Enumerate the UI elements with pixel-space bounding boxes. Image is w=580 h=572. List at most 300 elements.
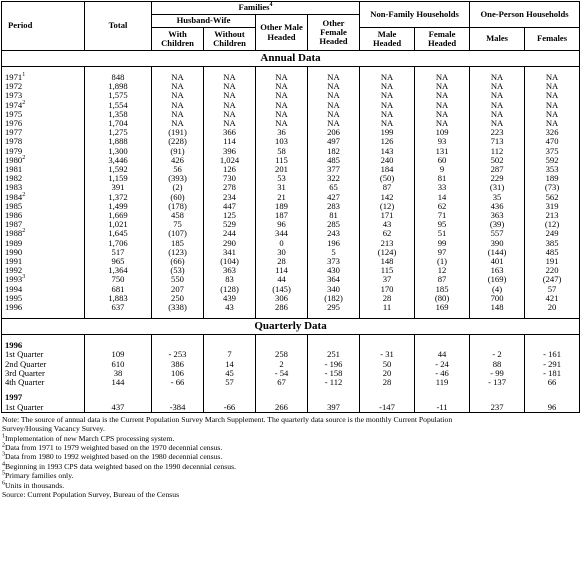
value-cell: 199 — [360, 128, 415, 137]
value-cell: 131 — [415, 147, 470, 156]
value-cell: 1,888 — [85, 137, 152, 146]
col-nf-male: Male Headed — [360, 28, 415, 51]
value-cell: 229 — [470, 174, 525, 183]
value-cell: - 24 — [415, 360, 470, 369]
value-cell: 397 — [308, 403, 360, 413]
value-cell: 33 — [415, 183, 470, 192]
period-label: 1988 — [5, 228, 23, 239]
value-cell: NA — [204, 119, 256, 128]
value-cell: 340 — [308, 285, 360, 294]
value-cell: NA — [256, 110, 308, 119]
value-cell: - 137 — [470, 378, 525, 387]
footnote-text: Data from 1980 to 1992 weighted based on the 1980 decennial census. — [5, 452, 223, 462]
value-cell: 1,669 — [85, 211, 152, 220]
col-group-husband-wife: Husband-Wife — [152, 15, 256, 28]
col-with-children: With Children — [152, 28, 204, 51]
annual-data-body — [2, 51, 580, 319]
value-cell: -384 — [152, 403, 204, 413]
value-cell: 326 — [525, 128, 580, 137]
value-cell: (12) — [525, 220, 580, 229]
value-cell: - 253 — [152, 350, 204, 359]
value-cell: NA — [525, 101, 580, 110]
value-cell: 103 — [256, 137, 308, 146]
value-cell: 189 — [256, 202, 308, 211]
period-cell: 2nd Quarter — [2, 360, 85, 369]
value-cell: 93 — [415, 137, 470, 146]
value-cell: 56 — [152, 165, 204, 174]
value-cell: 592 — [525, 156, 580, 165]
value-cell: (53) — [152, 266, 204, 275]
footnote-text: Source: Current Population Survey, Bureau of the Census — [2, 489, 180, 499]
value-cell: 35 — [470, 193, 525, 202]
value-cell: 286 — [256, 303, 308, 312]
value-cell: NA — [415, 82, 470, 91]
value-cell: (228) — [152, 137, 204, 146]
period-label: 1976 — [5, 118, 23, 129]
value-cell: - 99 — [470, 369, 525, 378]
value-cell: 485 — [308, 156, 360, 165]
period-label: 1996 — [5, 302, 23, 313]
value-cell: NA — [308, 110, 360, 119]
value-cell: (338) — [152, 303, 204, 312]
period-label: 1979 — [5, 145, 23, 156]
household-change-table-page — [1, 1, 579, 499]
value-cell: 1,300 — [85, 147, 152, 156]
value-cell: 266 — [256, 403, 308, 413]
value-cell: 7 — [204, 350, 256, 359]
value-cell: 344 — [256, 229, 308, 238]
footnote-marker: 6 — [2, 479, 5, 486]
value-cell: 848 — [85, 73, 152, 82]
period-label: 1992 — [5, 265, 23, 276]
value-cell: (60) — [152, 193, 204, 202]
value-cell: 366 — [204, 128, 256, 137]
value-cell: 83 — [204, 275, 256, 284]
value-cell: 182 — [308, 147, 360, 156]
value-cell: 44 — [256, 275, 308, 284]
value-cell: - 291 — [525, 360, 580, 369]
value-cell: 278 — [204, 183, 256, 192]
value-cell: 439 — [204, 294, 256, 303]
value-cell: NA — [470, 73, 525, 82]
period-label: 1994 — [5, 283, 23, 294]
value-cell: 485 — [525, 248, 580, 257]
quarter-year-label: 1997 — [2, 393, 85, 402]
value-cell: 95 — [415, 220, 470, 229]
value-cell: 470 — [525, 137, 580, 146]
value-cell: 62 — [360, 229, 415, 238]
value-cell: 126 — [360, 137, 415, 146]
value-cell: 28 — [360, 378, 415, 387]
value-cell: 14 — [415, 193, 470, 202]
value-cell: 185 — [152, 239, 204, 248]
value-cell: 14 — [204, 360, 256, 369]
value-cell: NA — [308, 91, 360, 100]
value-cell: 1,645 — [85, 229, 152, 238]
value-cell: 234 — [204, 193, 256, 202]
period-label: 1981 — [5, 164, 23, 175]
value-cell: 65 — [308, 183, 360, 192]
value-cell: 60 — [415, 156, 470, 165]
value-cell: 730 — [204, 174, 256, 183]
footnote-text: Data from 1971 to 1979 weighted based on the 1970 decennial census. — [5, 442, 223, 452]
value-cell: 213 — [525, 211, 580, 220]
value-cell: (104) — [204, 257, 256, 266]
value-cell: 562 — [525, 193, 580, 202]
value-cell: NA — [152, 119, 204, 128]
value-cell: NA — [525, 91, 580, 100]
value-cell: 189 — [525, 174, 580, 183]
col-other-female: Other Female Headed — [308, 15, 360, 51]
footnote-marker: 2 — [22, 99, 26, 106]
value-cell: 30 — [256, 248, 308, 257]
value-cell: 99 — [415, 239, 470, 248]
value-cell: 81 — [308, 211, 360, 220]
footnote-line — [2, 471, 579, 480]
footnote-line — [2, 443, 579, 452]
value-cell: 290 — [204, 239, 256, 248]
quarterly-section-header — [2, 319, 580, 335]
value-cell: 681 — [85, 285, 152, 294]
value-cell: 240 — [360, 156, 415, 165]
value-cell: 36 — [256, 128, 308, 137]
value-cell: (1) — [415, 257, 470, 266]
value-cell: 223 — [470, 128, 525, 137]
value-cell: 97 — [415, 248, 470, 257]
value-cell: 62 — [415, 202, 470, 211]
value-cell: NA — [360, 91, 415, 100]
footnote-marker: 2 — [22, 228, 26, 235]
value-cell: 126 — [204, 165, 256, 174]
value-cell: 610 — [85, 360, 152, 369]
value-cell: 0 — [256, 239, 308, 248]
period-cell: 1st Quarter — [2, 403, 85, 413]
value-cell: 319 — [525, 202, 580, 211]
table-row — [2, 303, 580, 312]
value-cell: 396 — [204, 147, 256, 156]
value-cell: 114 — [204, 137, 256, 146]
value-cell: 114 — [256, 266, 308, 275]
value-cell: 517 — [85, 248, 152, 257]
value-cell: (12) — [360, 202, 415, 211]
value-cell: 287 — [470, 165, 525, 174]
value-cell: 143 — [360, 147, 415, 156]
value-cell: 44 — [415, 350, 470, 359]
value-cell: NA — [308, 82, 360, 91]
value-cell: (73) — [525, 183, 580, 192]
col-group-oneperson: One-Person Households — [470, 2, 580, 28]
value-cell: NA — [256, 91, 308, 100]
value-cell: 965 — [85, 257, 152, 266]
value-cell: NA — [470, 110, 525, 119]
value-cell: 169 — [415, 303, 470, 312]
value-cell: 20 — [525, 303, 580, 312]
value-cell: 67 — [256, 378, 308, 387]
value-cell: 341 — [204, 248, 256, 257]
value-cell: NA — [360, 101, 415, 110]
value-cell: 88 — [470, 360, 525, 369]
value-cell: 21 — [256, 193, 308, 202]
value-cell: 87 — [415, 275, 470, 284]
value-cell: (145) — [256, 285, 308, 294]
value-cell: 430 — [308, 266, 360, 275]
value-cell: (169) — [470, 275, 525, 284]
value-cell: NA — [415, 73, 470, 82]
value-cell: NA — [152, 101, 204, 110]
value-cell: 243 — [308, 229, 360, 238]
value-cell: 28 — [256, 257, 308, 266]
families-label: Families — [238, 2, 270, 13]
value-cell: 1,372 — [85, 193, 152, 202]
value-cell: 220 — [525, 266, 580, 275]
col-nf-female: Female Headed — [415, 28, 470, 51]
value-cell: 713 — [470, 137, 525, 146]
value-cell: NA — [308, 119, 360, 128]
value-cell: 427 — [308, 193, 360, 202]
value-cell: 1,704 — [85, 119, 152, 128]
value-cell: 207 — [152, 285, 204, 294]
value-cell: 12 — [415, 266, 470, 275]
value-cell: 426 — [152, 156, 204, 165]
value-cell: NA — [308, 101, 360, 110]
value-cell: 38 — [85, 369, 152, 378]
value-cell: 1,021 — [85, 220, 152, 229]
footnote-line — [2, 481, 579, 490]
value-cell: (393) — [152, 174, 204, 183]
value-cell: 1,024 — [204, 156, 256, 165]
value-cell: -66 — [204, 403, 256, 413]
value-cell: 191 — [525, 257, 580, 266]
value-cell: 148 — [360, 257, 415, 266]
value-cell: NA — [415, 91, 470, 100]
value-cell: 45 — [204, 369, 256, 378]
value-cell: NA — [256, 119, 308, 128]
value-cell: (4) — [470, 285, 525, 294]
period-cell: 1st Quarter — [2, 350, 85, 359]
period-label: 1975 — [5, 108, 23, 119]
value-cell: 401 — [470, 257, 525, 266]
value-cell: NA — [204, 73, 256, 82]
value-cell: 1,575 — [85, 91, 152, 100]
footnote-marker: 1 — [22, 72, 26, 79]
value-cell: - 31 — [360, 350, 415, 359]
period-label: 1987 — [5, 219, 23, 230]
period-label: 1974 — [5, 99, 23, 110]
table-row — [2, 403, 580, 413]
value-cell: (80) — [415, 294, 470, 303]
value-cell: 353 — [525, 165, 580, 174]
value-cell: NA — [415, 101, 470, 110]
value-cell: (182) — [308, 294, 360, 303]
value-cell: 306 — [256, 294, 308, 303]
value-cell: NA — [415, 110, 470, 119]
value-cell: 497 — [308, 137, 360, 146]
value-cell: 1,275 — [85, 128, 152, 137]
value-cell: NA — [256, 101, 308, 110]
value-cell: (50) — [360, 174, 415, 183]
value-cell: 364 — [308, 275, 360, 284]
value-cell: -11 — [415, 403, 470, 413]
value-cell: (144) — [470, 248, 525, 257]
value-cell: NA — [204, 101, 256, 110]
value-cell: - 181 — [525, 369, 580, 378]
value-cell: 53 — [256, 174, 308, 183]
value-cell: 148 — [470, 303, 525, 312]
value-cell: 112 — [470, 147, 525, 156]
value-cell: 50 — [360, 360, 415, 369]
value-cell: - 66 — [152, 378, 204, 387]
table-row — [2, 378, 580, 387]
value-cell: 529 — [204, 220, 256, 229]
value-cell: 96 — [525, 403, 580, 413]
period-label: 1990 — [5, 246, 23, 257]
footnote-text: Primary families only. — [5, 471, 74, 481]
families-footnote: 4 — [269, 2, 273, 9]
value-cell: 11 — [360, 303, 415, 312]
value-cell: 20 — [360, 369, 415, 378]
footnote-marker: 4 — [2, 461, 5, 468]
value-cell: 87 — [360, 183, 415, 192]
value-cell: 375 — [525, 147, 580, 156]
footnote-text: Units in thousands. — [5, 480, 65, 490]
value-cell: NA — [360, 119, 415, 128]
col-without-children: Without Children — [204, 28, 256, 51]
period-label: 1971 — [5, 72, 23, 82]
value-cell: NA — [525, 82, 580, 91]
value-cell: 386 — [152, 360, 204, 369]
period-label: 1985 — [5, 200, 23, 211]
period-label: 1991 — [5, 256, 23, 267]
value-cell: 244 — [204, 229, 256, 238]
period-cell: 4th Quarter — [2, 378, 85, 387]
value-cell: (31) — [470, 183, 525, 192]
value-cell: 322 — [308, 174, 360, 183]
value-cell: NA — [256, 82, 308, 91]
value-cell: 258 — [256, 350, 308, 359]
value-cell: NA — [360, 110, 415, 119]
value-cell: 171 — [360, 211, 415, 220]
value-cell: 391 — [85, 183, 152, 192]
value-cell: NA — [360, 73, 415, 82]
value-cell: 43 — [204, 303, 256, 312]
value-cell: 1,159 — [85, 174, 152, 183]
footnotes — [1, 415, 579, 500]
footnote-line — [2, 424, 579, 433]
value-cell: (191) — [152, 128, 204, 137]
value-cell: 106 — [152, 369, 204, 378]
value-cell: 249 — [525, 229, 580, 238]
value-cell: 385 — [525, 239, 580, 248]
value-cell: 458 — [152, 211, 204, 220]
footnote-text: Note: The source of annual data is the Current Population Survey March Supplement. The quarterly data source is the monthly Current Population — [2, 414, 453, 424]
footnote-marker: 2 — [22, 154, 26, 161]
value-cell: NA — [308, 73, 360, 82]
value-cell: 1,358 — [85, 110, 152, 119]
value-cell: 700 — [470, 294, 525, 303]
value-cell: 184 — [360, 165, 415, 174]
value-cell: 557 — [470, 229, 525, 238]
value-cell: 51 — [415, 229, 470, 238]
col-group-families — [152, 2, 360, 15]
value-cell: - 54 — [256, 369, 308, 378]
value-cell: 115 — [360, 266, 415, 275]
value-cell: NA — [470, 82, 525, 91]
value-cell: 363 — [470, 211, 525, 220]
value-cell: 31 — [256, 183, 308, 192]
col-group-nonfamily: Non-Family Households — [360, 2, 470, 28]
value-cell: 3,446 — [85, 156, 152, 165]
value-cell: 28 — [360, 294, 415, 303]
period-label: 1993 — [5, 274, 23, 285]
value-cell: (128) — [204, 285, 256, 294]
value-cell: NA — [204, 110, 256, 119]
value-cell: NA — [470, 91, 525, 100]
footnote-marker: 3 — [2, 451, 5, 458]
value-cell: 57 — [204, 378, 256, 387]
value-cell: 96 — [256, 220, 308, 229]
period-label: 1983 — [5, 182, 23, 193]
value-cell: 125 — [204, 211, 256, 220]
col-op-males: Males — [470, 28, 525, 51]
footnote-marker: 5 — [2, 470, 5, 477]
value-cell: 43 — [360, 220, 415, 229]
value-cell: 170 — [360, 285, 415, 294]
value-cell: 196 — [308, 239, 360, 248]
value-cell: 550 — [152, 275, 204, 284]
value-cell: 1,499 — [85, 202, 152, 211]
value-cell: 637 — [85, 303, 152, 312]
value-cell: NA — [204, 91, 256, 100]
col-other-male: Other Male Headed — [256, 15, 308, 51]
value-cell: 437 — [85, 403, 152, 413]
value-cell: 1,364 — [85, 266, 152, 275]
value-cell: - 46 — [415, 369, 470, 378]
value-cell: 750 — [85, 275, 152, 284]
value-cell: 109 — [85, 350, 152, 359]
value-cell: 373 — [308, 257, 360, 266]
value-cell: 421 — [525, 294, 580, 303]
col-period: Period — [2, 2, 85, 51]
value-cell: - 112 — [308, 378, 360, 387]
footnote-line — [2, 434, 579, 443]
period-label: 1977 — [5, 127, 23, 138]
value-cell: 75 — [152, 220, 204, 229]
period-label: 1995 — [5, 292, 23, 303]
value-cell: (2) — [152, 183, 204, 192]
value-cell: 5 — [308, 248, 360, 257]
quarterly-section-title: Quarterly Data — [2, 319, 580, 335]
period-label: 1978 — [5, 136, 23, 147]
period-label: 1973 — [5, 90, 23, 101]
annual-section-header — [2, 51, 580, 67]
col-op-females: Females — [525, 28, 580, 51]
footnote-marker: 2 — [2, 442, 5, 449]
value-cell: NA — [525, 73, 580, 82]
value-cell: 71 — [415, 211, 470, 220]
value-cell: NA — [525, 119, 580, 128]
value-cell: 502 — [470, 156, 525, 165]
value-cell: NA — [415, 119, 470, 128]
value-cell: 81 — [415, 174, 470, 183]
value-cell: 206 — [308, 128, 360, 137]
value-cell: (39) — [470, 220, 525, 229]
value-cell: 285 — [308, 220, 360, 229]
value-cell: 109 — [415, 128, 470, 137]
value-cell: 1,883 — [85, 294, 152, 303]
footnote-line — [2, 462, 579, 471]
value-cell: 66 — [525, 378, 580, 387]
value-cell: (247) — [525, 275, 580, 284]
